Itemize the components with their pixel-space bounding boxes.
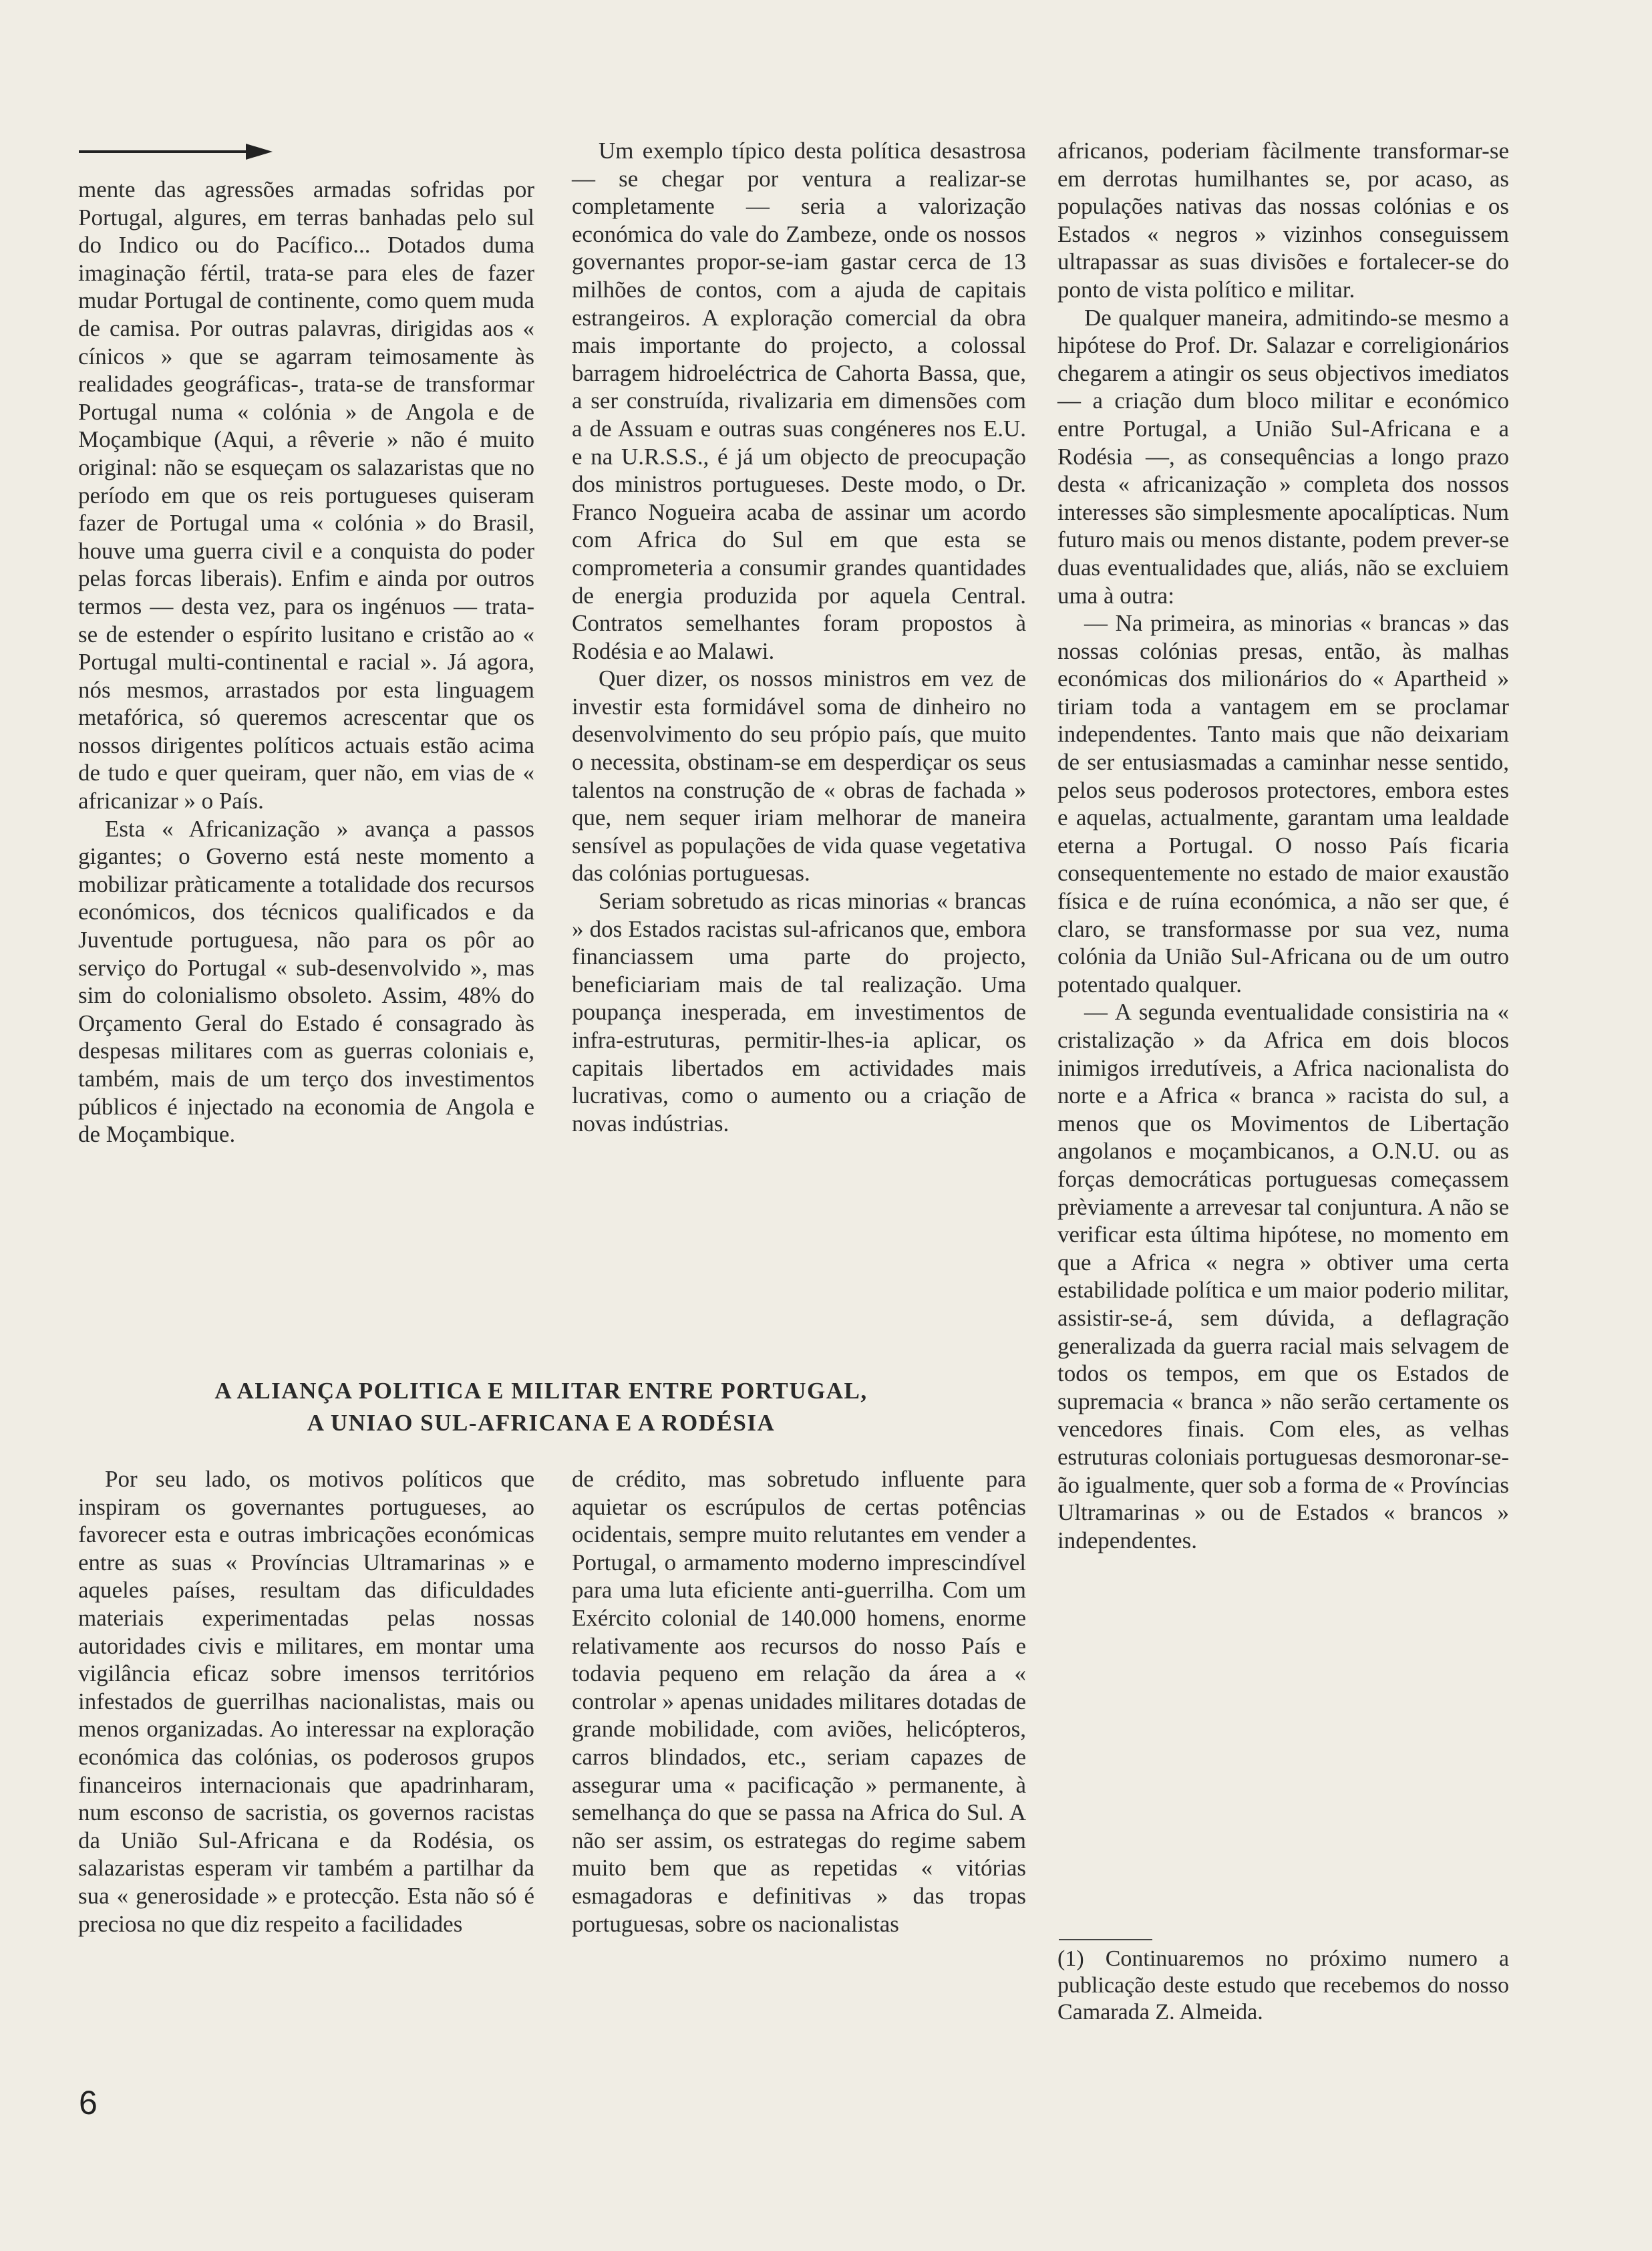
paragraph: Por seu lado, os motivos políticos que inspiram os governantes portugueses, ao favorecer esta e outras imbricações económicas entre as suas « Províncias Ultramarinas » e aqueles países, resultam das dificuldades materiais experimentadas pelas nossas autoridades civis e militares, em montar uma vigilância eficaz sobre imensos territórios infestados de guerrilhas nacionalistas, mais ou menos organizadas. Ao interessar na exploração económica das colónias, os poderosos grupos financeiros internacionais que apadrinharam, num esconso de sacristia, os governos racistas da União Sul-Africana e da Rodésia, os salazaristas esperam vir também a partilhar da sua « generosidade » e protecção. Esta não só é preciosa no que diz respeito a facilidades: [78, 1466, 534, 1937]
paragraph: africanos, poderiam fàcilmente transformar-se em derrotas humilhantes se, por acaso, as populações nativas das nossas colónias e os Estados « negros » vizinhos conseguissem ultrapassar as suas divisões e fortalecer-se do ponto de vista político e militar.: [1057, 138, 1509, 303]
paragraph: De qualquer maneira, admitindo-se mesmo a hipótese do Prof. Dr. Salazar e correligionários chegarem a atingir os seus objectivos imediatos — a criação dum bloco militar e económico entre Portugal, a União Sul-Africana e a Rodésia —, as consequências a longo prazo desta « africanização » completa dos nossos interesses são simplesmente apocalípticas. Num futuro mais ou menos distante, podem prever-se duas eventualidades que, aliás, não se excluiem uma à outra:: [1057, 304, 1509, 609]
paragraph: Seriam sobretudo as ricas minorias « brancas » dos Estados racistas sul-africanos que, embora financiassem uma parte do projecto, beneficiariam mais de tal realização. Uma poupança inesperada, em investimentos de infra-estruturas, permitir-lhes-ia aplicar, os capitais libertados em actividades mais lucrativas, como o aumento ou a criação de novas indústrias.: [572, 888, 1026, 1137]
article-column-bottom-middle: [572, 1465, 1026, 1938]
article-column-top-middle: [572, 137, 1026, 1137]
section-heading-line: A ALIANÇA POLITICA E MILITAR ENTRE PORTUGAL,: [214, 1378, 868, 1404]
paragraph: Quer dizer, os nossos ministros em vez de investir esta formidável soma de dinheiro no desenvolvimento do seu própio país, que muito o necessita, obstinam-se em desperdiçar os seus talentos na construção de « obras de fachada » que, nem sequer iriam melhorar de maneira sensível as populações de vida quase vegetativa das colónias portuguesas.: [572, 665, 1026, 887]
section-heading: [107, 1375, 975, 1439]
paragraph: — Na primeira, as minorias « brancas » das nossas colónias presas, então, às malhas económicas dos milionários do « Apartheid » tiriam toda a vantagem em se proclamar independentes. Tanto mais que não deixariam de ser entusiasmadas a caminhar nesse sentido, pelos seus poderosos protectores, embora estes e aquelas, actualmente, garantam uma lealdade eterna a Portugal. O nosso País ficaria consequentemente no estado de maior exaustão física e de ruína económica, a não ser que, é claro, se transformasse por sua vez, numa colónia da União Sul-Africana ou de um outro potentado qualquer.: [1057, 610, 1509, 998]
section-heading-line: A UNIAO SUL-AFRICANA E A RODÉSIA: [307, 1410, 776, 1436]
paragraph: de crédito, mas sobretudo influente para aquietar os escrúpulos de certas potências ocidentais, sempre muito relutantes em vender a Portugal, o armamento moderno imprescindível para uma luta eficiente anti-guerrilha. Com um Exército colonial de 140.000 homens, enorme relativamente aos recursos do nosso País e todavia pequeno em relação da área a « controlar » apenas unidades militares dotadas de grande mobilidade, com aviões, helicópteros, carros blindados, etc., seriam capazes de assegurar uma « pacificação » permanente, à semelhança do que se passa na Africa do Sul. A não ser assim, os estrategas do regime sabem muito bem que as repetidas « vitórias esmagadoras e definitivas » das tropas portuguesas, sobre os nacionalistas: [572, 1466, 1026, 1937]
article-column-bottom-left: [78, 1465, 534, 1938]
page-number: 6: [79, 2084, 98, 2121]
paragraph: Um exemplo típico desta política desastrosa — se chegar por ventura a realizar-se completamente — seria a valorização económica do vale do Zambeze, onde os nossos governantes propor-se-iam gastar cerca de 13 milhões de contos, com a ajuda de capitais estrangeiros. A exploração comercial da obra mais importante do projecto, a colossal barragem hidroeléctrica de Cahorta Bassa, que, a ser construída, rivalizaria em dimensões com a de Assuam e outras suas congéneres nos E.U. e na U.R.S.S., é já um objecto de preocupação dos ministros portugueses. Deste modo, o Dr. Franco Nogueira acaba de assinar um acordo com Africa do Sul em que esta se comprometeria a consumir grandes quantidades de energia produzida por aquela Central. Contratos semelhantes foram propostos à Rodésia e ao Malawi.: [572, 138, 1026, 664]
paragraph: mente das agressões armadas sofridas por Portugal, algures, em terras banhadas pelo sul do Indico ou do Pacífico... Dotados duma imaginação fértil, trata-se para eles de fazer mudar Portugal de continente, como quem muda de camisa. Por outras palavras, dirigidas aos « cínicos » que se agarram teimosamente às realidades geográficas-, trata-se de transformar Portugal numa « colónia » de Angola e de Moçambique (Aqui, a rêverie » não é muito original: não se esqueçam os salazaristas que no período em que os reis portugueses quiseram fazer de Portugal uma « colónia » do Brasil, houve uma guerra civil e a conquista do poder pelas forcas liberais). Enfim e ainda por outros termos — desta vez, para os ingénuos — trata-se de estender o espírito lusitano e cristão ao « Portugal multi-continental e racial ». Já agora, nós mesmos, arrastados por esta linguagem metafórica, só queremos acrescentar que os nossos dirigentes políticos actuais estão acima de tudo e quer queiram, quer não, em vias de « africanizar » o País.: [78, 176, 534, 814]
continuation-arrow-icon: [79, 142, 273, 162]
article-column-right: [1057, 137, 1509, 1554]
paragraph: Esta « Africanização » avança a passos gigantes; o Governo está neste momento a mobilizar pràticamente a totalidade dos recursos económicos, dos técnicos qualificados e da Juventude portuguesa, não para os pôr ao serviço do Portugal « sub-desenvolvido », mas sim do colonialismo obsoleto. Assim, 48% do Orçamento Geral do Estado é consagrado às despesas militares com as guerras coloniais e, também, mais de um terço dos investimentos públicos é injectado na economia de Angola e de Moçambique.: [78, 815, 534, 1148]
article-column-top-left: [78, 176, 534, 1149]
footnote: (1) Continuaremos no próximo numero a publicação deste estudo que recebemos do nosso Camarada Z. Almeida.: [1057, 1946, 1509, 2024]
footnote-divider: [1059, 1939, 1152, 1940]
paragraph: — A segunda eventualidade consistiria na « cristalização » da Africa em dois blocos inimigos irredutíveis, a Africa nacionalista do norte e a Africa « branca » racista do sul, a menos que os Movimentos de Libertação angolanos e moçambicanos, a O.N.U. ou as forças democráticas portuguesas começassem prèviamente a arrevesar tal conjuntura. A não se verificar esta última hipótese, no momento em que a Africa « negra » obtiver uma certa estabilidade política e um maior poderio militar, assistir-se-á, sem dúvida, a deflagração generalizada da guerra racial mais selvagem de todos os tempos, em que os Estados de supremacia « branca » não serão certamente os vencedores finais. Com eles, as velhas estruturas coloniais portuguesas desmoronar-se-ão igualmente, quer sob a forma de « Províncias Ultramarinas » ou de Estados « brancos » independentes.: [1057, 999, 1509, 1553]
